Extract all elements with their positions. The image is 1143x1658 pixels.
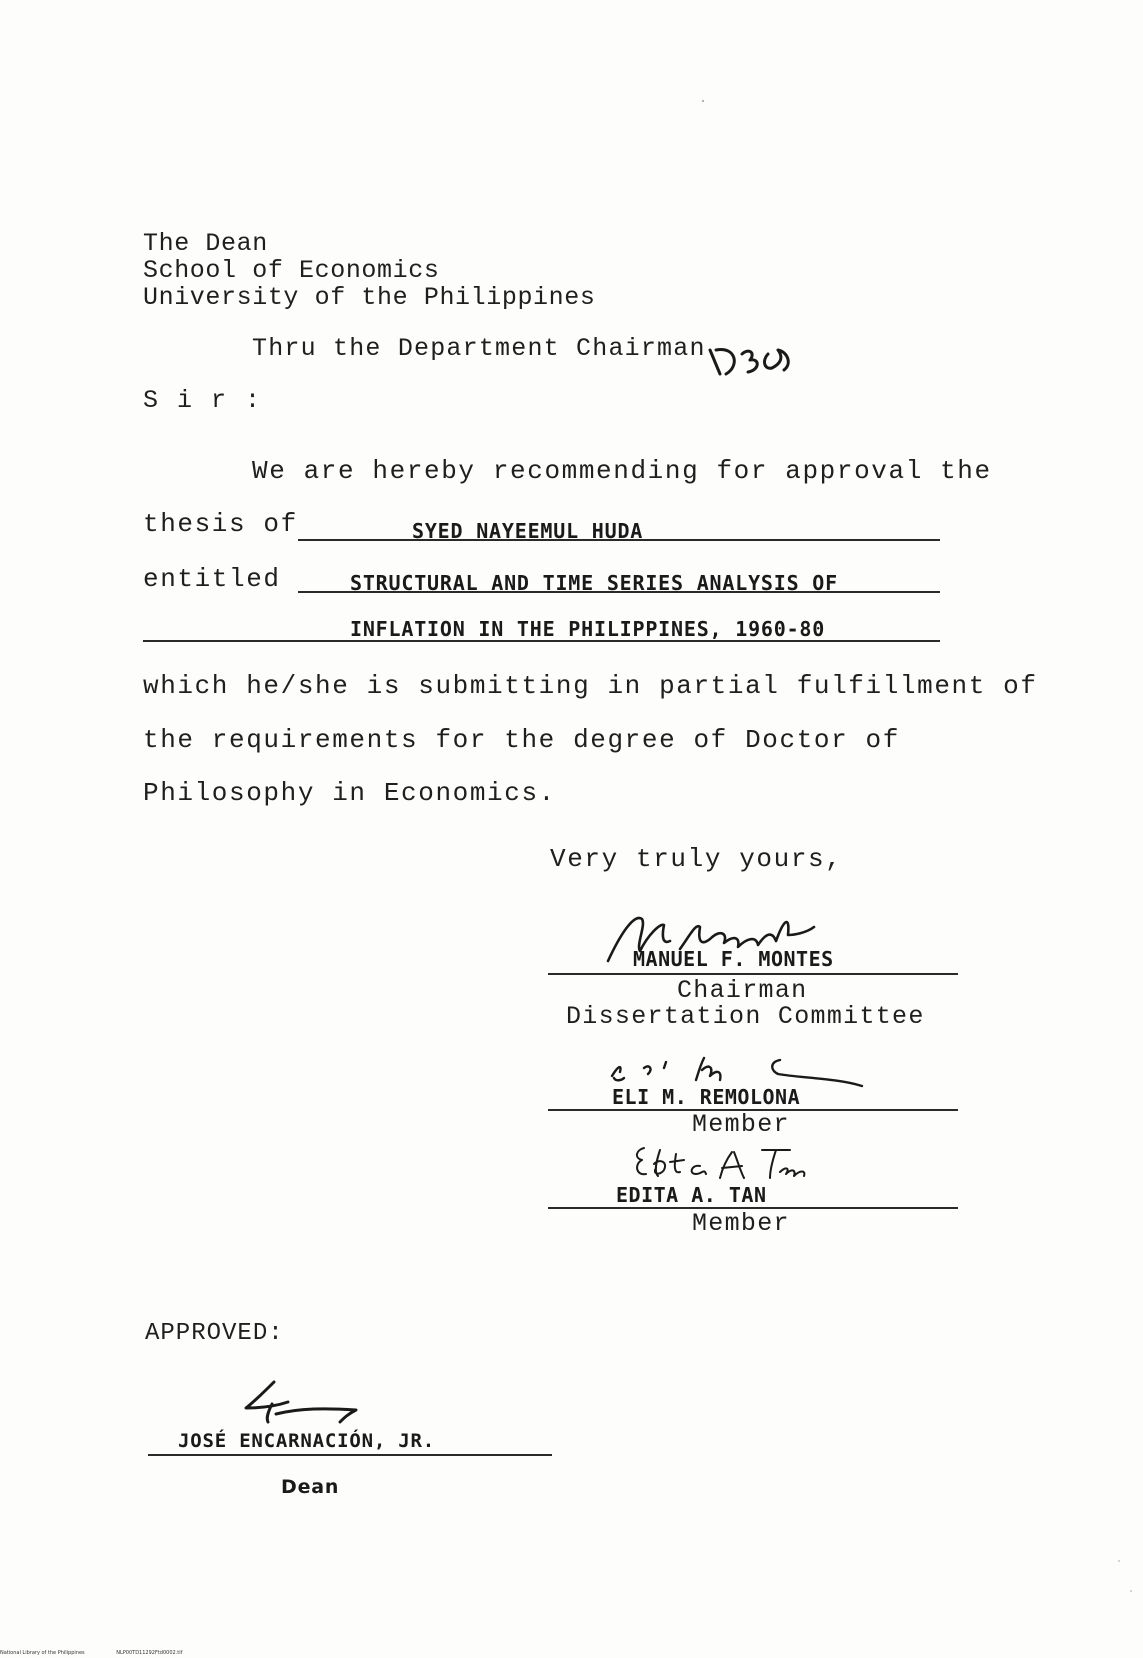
committee-member2-role: Member [692, 1209, 790, 1238]
committee-chair-role: Chairman [677, 976, 808, 1005]
scan-speck [702, 100, 704, 102]
routing-initials-signature [706, 344, 816, 380]
addressee-university: University of the Philippines [143, 283, 596, 312]
addressee-title: The Dean [143, 229, 268, 258]
opening-line: We are hereby recommending for approval the [252, 456, 992, 486]
thesis-title-line1: STRUCTURAL AND TIME SERIES ANALYSIS OF [350, 571, 838, 595]
footer-archive: National Library of the Philippines [0, 1650, 85, 1656]
closing-line2: the requirements for the degree of Doctor of [143, 725, 900, 755]
salutation: S i r : [143, 386, 263, 415]
entitled-label: entitled [143, 564, 281, 594]
thesis-label: thesis of [143, 509, 298, 539]
approved-label: APPROVED: [145, 1320, 284, 1347]
addressee-school: School of Economics [143, 256, 440, 285]
committee-chair-rule [548, 973, 958, 975]
thesis-title-line2: INFLATION IN THE PHILIPPINES, 1960-80 [350, 617, 826, 641]
dean-name: JOSÉ ENCARNACIÓN, JR. [178, 1430, 436, 1452]
valediction: Very truly yours, [550, 844, 843, 874]
committee-member1-name: ELI M. REMOLONA [612, 1085, 801, 1109]
committee-chair-role-2: Dissertation Committee [566, 1002, 925, 1031]
committee-chair-name: MANUEL F. MONTES [633, 947, 834, 971]
tan-signature [630, 1140, 840, 1186]
archive-footer [0, 1650, 212, 1656]
closing-line1: which he/she is submitting in partial fulfillment of [143, 671, 1038, 701]
dean-rule [148, 1454, 552, 1456]
committee-member2-name: EDITA A. TAN [616, 1183, 767, 1207]
routing-line: Thru the Department Chairman [252, 334, 706, 363]
closing-line3: Philosophy in Economics. [143, 778, 556, 808]
candidate-name: SYED NAYEEMUL HUDA [412, 519, 644, 543]
encarnacion-signature [236, 1378, 376, 1428]
scan-speck [1118, 1560, 1120, 1562]
dean-role: Dean [281, 1476, 340, 1498]
committee-member1-role: Member [692, 1110, 790, 1139]
footer-file-id: NLP00TD11292Ftd0002.tif [116, 1650, 183, 1656]
scan-speck [1130, 1590, 1132, 1592]
